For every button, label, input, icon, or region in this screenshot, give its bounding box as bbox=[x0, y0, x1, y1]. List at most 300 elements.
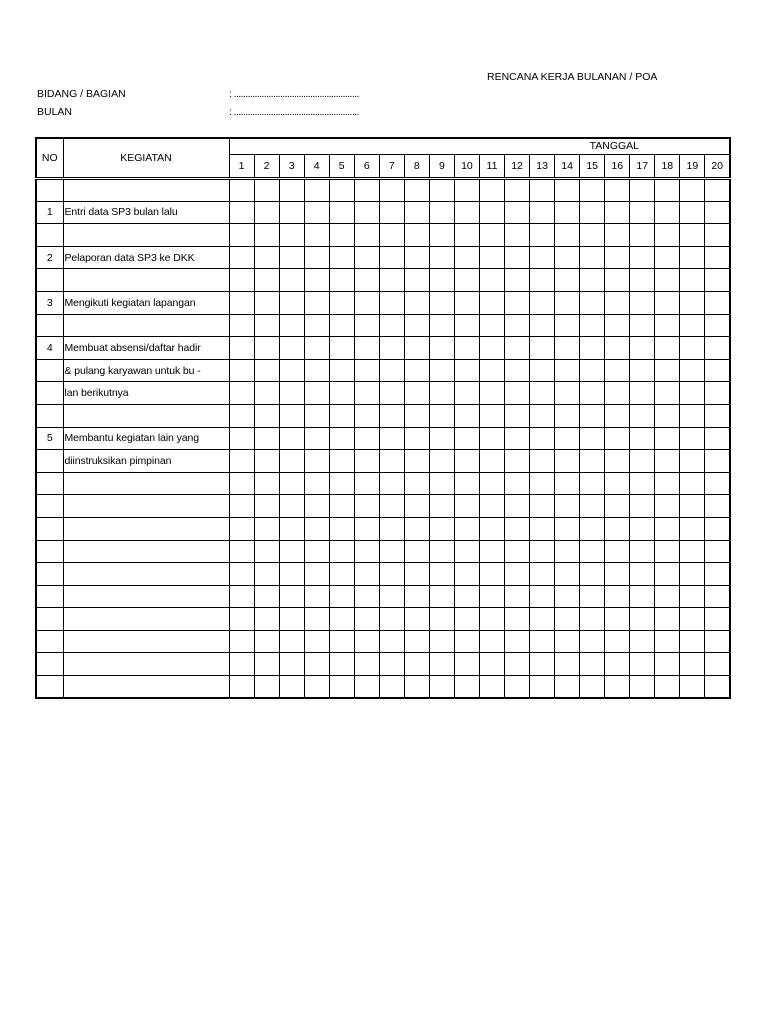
day-cell bbox=[655, 427, 680, 450]
day-cell bbox=[479, 382, 504, 405]
row-number bbox=[36, 269, 63, 292]
day-cell bbox=[630, 291, 655, 314]
day-cell bbox=[505, 179, 530, 202]
day-cell bbox=[354, 472, 379, 495]
day-cell bbox=[630, 517, 655, 540]
day-cell bbox=[580, 585, 605, 608]
row-kegiatan: lan berikutnya bbox=[63, 382, 229, 405]
day-cell bbox=[329, 630, 354, 653]
table-row bbox=[36, 517, 730, 540]
day-cell bbox=[680, 608, 705, 631]
day-cell bbox=[379, 427, 404, 450]
day-cell bbox=[354, 269, 379, 292]
day-cell bbox=[680, 585, 705, 608]
day-cell bbox=[555, 201, 580, 224]
day-cell bbox=[254, 359, 279, 382]
day-cell bbox=[429, 269, 454, 292]
day-cell bbox=[605, 472, 630, 495]
day-cell bbox=[505, 630, 530, 653]
row-number bbox=[36, 472, 63, 495]
day-cell bbox=[555, 427, 580, 450]
day-cell bbox=[505, 404, 530, 427]
day-cell bbox=[379, 676, 404, 699]
day-cell bbox=[605, 540, 630, 563]
day-header: 6 bbox=[354, 155, 379, 179]
day-cell bbox=[479, 359, 504, 382]
day-cell bbox=[329, 224, 354, 247]
day-cell bbox=[555, 404, 580, 427]
row-kegiatan bbox=[63, 540, 229, 563]
day-cell bbox=[454, 495, 479, 518]
day-cell bbox=[605, 630, 630, 653]
day-cell bbox=[454, 314, 479, 337]
day-cell bbox=[304, 563, 329, 586]
day-cell bbox=[279, 585, 304, 608]
day-cell bbox=[605, 224, 630, 247]
day-cell bbox=[705, 630, 730, 653]
day-cell bbox=[304, 291, 329, 314]
day-cell bbox=[279, 314, 304, 337]
day-cell bbox=[254, 382, 279, 405]
day-cell bbox=[254, 495, 279, 518]
day-cell bbox=[655, 291, 680, 314]
row-kegiatan bbox=[63, 653, 229, 676]
day-cell bbox=[555, 495, 580, 518]
day-cell bbox=[555, 291, 580, 314]
day-cell bbox=[429, 337, 454, 360]
day-cell bbox=[605, 291, 630, 314]
day-cell bbox=[379, 291, 404, 314]
day-cell bbox=[680, 540, 705, 563]
day-cell bbox=[229, 224, 254, 247]
day-cell bbox=[354, 608, 379, 631]
day-cell bbox=[304, 540, 329, 563]
day-cell bbox=[329, 269, 354, 292]
day-cell bbox=[479, 450, 504, 473]
day-cell bbox=[279, 676, 304, 699]
row-kegiatan bbox=[63, 314, 229, 337]
day-cell bbox=[680, 450, 705, 473]
row-number bbox=[36, 653, 63, 676]
day-cell bbox=[229, 585, 254, 608]
day-cell bbox=[680, 630, 705, 653]
day-cell bbox=[705, 269, 730, 292]
day-cell bbox=[379, 450, 404, 473]
day-cell bbox=[630, 450, 655, 473]
day-cell bbox=[605, 201, 630, 224]
day-cell bbox=[304, 337, 329, 360]
row-kegiatan bbox=[63, 224, 229, 247]
day-cell bbox=[680, 291, 705, 314]
day-cell bbox=[630, 269, 655, 292]
day-cell bbox=[354, 201, 379, 224]
row-kegiatan: Pelaporan data SP3 ke DKK bbox=[63, 246, 229, 269]
day-cell bbox=[555, 224, 580, 247]
day-cell bbox=[329, 540, 354, 563]
day-cell bbox=[555, 608, 580, 631]
row-number bbox=[36, 359, 63, 382]
day-cell bbox=[505, 450, 530, 473]
day-cell bbox=[479, 653, 504, 676]
table-row bbox=[36, 269, 730, 292]
day-cell bbox=[479, 608, 504, 631]
row-number bbox=[36, 404, 63, 427]
day-cell bbox=[404, 246, 429, 269]
row-kegiatan bbox=[63, 179, 229, 202]
day-cell bbox=[454, 224, 479, 247]
day-cell bbox=[329, 450, 354, 473]
day-cell bbox=[379, 404, 404, 427]
day-cell bbox=[279, 337, 304, 360]
day-cell bbox=[705, 314, 730, 337]
day-cell bbox=[404, 585, 429, 608]
day-cell bbox=[329, 337, 354, 360]
table-row bbox=[36, 246, 730, 269]
day-cell bbox=[279, 382, 304, 405]
day-cell bbox=[605, 337, 630, 360]
day-cell bbox=[479, 291, 504, 314]
day-cell bbox=[329, 585, 354, 608]
day-cell bbox=[404, 359, 429, 382]
day-cell bbox=[505, 585, 530, 608]
row-kegiatan bbox=[63, 676, 229, 699]
day-cell bbox=[454, 427, 479, 450]
day-cell bbox=[479, 517, 504, 540]
day-cell bbox=[530, 427, 555, 450]
day-cell bbox=[229, 314, 254, 337]
day-cell bbox=[254, 517, 279, 540]
day-cell bbox=[329, 427, 354, 450]
day-cell bbox=[404, 472, 429, 495]
day-cell bbox=[454, 291, 479, 314]
row-number bbox=[36, 450, 63, 473]
day-cell bbox=[454, 246, 479, 269]
day-cell bbox=[655, 269, 680, 292]
row-number: 4 bbox=[36, 337, 63, 360]
day-cell bbox=[580, 246, 605, 269]
day-cell bbox=[429, 427, 454, 450]
day-header: 20 bbox=[705, 155, 730, 179]
day-cell bbox=[655, 359, 680, 382]
day-cell bbox=[404, 540, 429, 563]
day-cell bbox=[404, 517, 429, 540]
table-row bbox=[36, 585, 730, 608]
day-cell bbox=[354, 585, 379, 608]
day-cell bbox=[479, 676, 504, 699]
day-cell bbox=[254, 450, 279, 473]
day-cell bbox=[655, 224, 680, 247]
row-number bbox=[36, 517, 63, 540]
day-cell bbox=[580, 359, 605, 382]
day-cell bbox=[630, 676, 655, 699]
day-cell bbox=[354, 427, 379, 450]
day-cell bbox=[254, 427, 279, 450]
day-cell bbox=[630, 337, 655, 360]
day-cell bbox=[630, 585, 655, 608]
row-kegiatan bbox=[63, 630, 229, 653]
day-cell bbox=[605, 517, 630, 540]
day-cell bbox=[329, 246, 354, 269]
day-cell bbox=[505, 540, 530, 563]
day-cell bbox=[304, 517, 329, 540]
day-cell bbox=[329, 382, 354, 405]
day-cell bbox=[580, 224, 605, 247]
day-cell bbox=[379, 563, 404, 586]
day-cell bbox=[580, 450, 605, 473]
row-number bbox=[36, 676, 63, 699]
day-cell bbox=[605, 179, 630, 202]
day-cell bbox=[705, 224, 730, 247]
day-cell bbox=[254, 179, 279, 202]
day-cell bbox=[530, 517, 555, 540]
day-cell bbox=[580, 337, 605, 360]
day-cell bbox=[379, 653, 404, 676]
day-header: 14 bbox=[555, 155, 580, 179]
day-cell bbox=[505, 472, 530, 495]
day-cell bbox=[705, 563, 730, 586]
day-cell bbox=[505, 314, 530, 337]
day-cell bbox=[379, 540, 404, 563]
day-cell bbox=[279, 540, 304, 563]
day-cell bbox=[479, 630, 504, 653]
field-bulan-value: : ...................................................... bbox=[229, 106, 359, 118]
day-cell bbox=[580, 269, 605, 292]
day-cell bbox=[354, 179, 379, 202]
day-cell bbox=[580, 201, 605, 224]
day-cell bbox=[304, 472, 329, 495]
day-cell bbox=[304, 495, 329, 518]
day-header: 7 bbox=[379, 155, 404, 179]
day-cell bbox=[379, 359, 404, 382]
day-cell bbox=[479, 201, 504, 224]
day-cell bbox=[229, 653, 254, 676]
day-cell bbox=[680, 404, 705, 427]
table-row bbox=[36, 314, 730, 337]
day-cell bbox=[630, 179, 655, 202]
day-cell bbox=[354, 630, 379, 653]
table-row bbox=[36, 179, 730, 202]
day-cell bbox=[329, 201, 354, 224]
day-cell bbox=[580, 314, 605, 337]
day-cell bbox=[229, 495, 254, 518]
day-cell bbox=[279, 495, 304, 518]
day-cell bbox=[229, 269, 254, 292]
day-cell bbox=[329, 291, 354, 314]
day-cell bbox=[404, 269, 429, 292]
row-kegiatan: Mengikuti kegiatan lapangan bbox=[63, 291, 229, 314]
row-kegiatan bbox=[63, 495, 229, 518]
row-number: 2 bbox=[36, 246, 63, 269]
day-cell bbox=[530, 382, 555, 405]
table-row bbox=[36, 291, 730, 314]
day-cell bbox=[229, 540, 254, 563]
day-cell bbox=[254, 404, 279, 427]
day-cell bbox=[680, 382, 705, 405]
day-header: 9 bbox=[429, 155, 454, 179]
day-header: 5 bbox=[329, 155, 354, 179]
day-header: 10 bbox=[454, 155, 479, 179]
day-cell bbox=[505, 201, 530, 224]
day-cell bbox=[479, 179, 504, 202]
day-cell bbox=[505, 427, 530, 450]
day-cell bbox=[279, 517, 304, 540]
day-cell bbox=[605, 653, 630, 676]
day-cell bbox=[304, 630, 329, 653]
day-cell bbox=[429, 450, 454, 473]
day-cell bbox=[705, 676, 730, 699]
day-cell bbox=[354, 676, 379, 699]
day-cell bbox=[454, 382, 479, 405]
day-cell bbox=[304, 404, 329, 427]
day-cell bbox=[304, 608, 329, 631]
row-number: 5 bbox=[36, 427, 63, 450]
day-cell bbox=[379, 382, 404, 405]
day-header: 12 bbox=[505, 155, 530, 179]
day-cell bbox=[479, 404, 504, 427]
day-cell bbox=[630, 314, 655, 337]
table-row bbox=[36, 653, 730, 676]
day-cell bbox=[279, 269, 304, 292]
day-cell bbox=[229, 472, 254, 495]
day-cell bbox=[680, 495, 705, 518]
day-cell bbox=[630, 630, 655, 653]
day-cell bbox=[580, 517, 605, 540]
day-cell bbox=[379, 246, 404, 269]
day-cell bbox=[479, 314, 504, 337]
day-cell bbox=[304, 382, 329, 405]
day-cell bbox=[705, 337, 730, 360]
day-cell bbox=[530, 540, 555, 563]
day-cell bbox=[304, 359, 329, 382]
day-cell bbox=[429, 404, 454, 427]
day-cell bbox=[530, 563, 555, 586]
day-cell bbox=[505, 517, 530, 540]
field-bidang-label: BIDANG / BAGIAN bbox=[37, 88, 126, 100]
day-cell bbox=[354, 517, 379, 540]
day-header: 17 bbox=[630, 155, 655, 179]
day-cell bbox=[555, 246, 580, 269]
day-cell bbox=[329, 359, 354, 382]
table-row bbox=[36, 540, 730, 563]
day-cell bbox=[705, 472, 730, 495]
table-row bbox=[36, 404, 730, 427]
day-cell bbox=[229, 382, 254, 405]
day-cell bbox=[404, 653, 429, 676]
day-cell bbox=[354, 653, 379, 676]
day-cell bbox=[429, 563, 454, 586]
day-cell bbox=[680, 676, 705, 699]
day-cell bbox=[454, 472, 479, 495]
day-cell bbox=[655, 653, 680, 676]
day-header: 11 bbox=[479, 155, 504, 179]
day-cell bbox=[254, 653, 279, 676]
table-row bbox=[36, 201, 730, 224]
day-cell bbox=[429, 495, 454, 518]
row-kegiatan: Entri data SP3 bulan lalu bbox=[63, 201, 229, 224]
day-cell bbox=[329, 314, 354, 337]
day-cell bbox=[229, 291, 254, 314]
day-header: 1 bbox=[229, 155, 254, 179]
day-cell bbox=[429, 359, 454, 382]
day-cell bbox=[229, 337, 254, 360]
day-cell bbox=[705, 404, 730, 427]
day-cell bbox=[429, 676, 454, 699]
day-cell bbox=[454, 540, 479, 563]
day-cell bbox=[630, 201, 655, 224]
day-cell bbox=[304, 450, 329, 473]
day-header: 18 bbox=[655, 155, 680, 179]
day-cell bbox=[354, 404, 379, 427]
day-cell bbox=[429, 608, 454, 631]
row-number bbox=[36, 630, 63, 653]
day-cell bbox=[254, 676, 279, 699]
day-cell bbox=[379, 224, 404, 247]
day-cell bbox=[680, 653, 705, 676]
header-kegiatan: KEGIATAN bbox=[63, 138, 229, 179]
day-cell bbox=[680, 201, 705, 224]
day-cell bbox=[680, 269, 705, 292]
day-cell bbox=[379, 472, 404, 495]
day-cell bbox=[379, 201, 404, 224]
day-cell bbox=[229, 676, 254, 699]
day-cell bbox=[354, 359, 379, 382]
day-cell bbox=[479, 224, 504, 247]
day-cell bbox=[429, 517, 454, 540]
day-cell bbox=[655, 314, 680, 337]
table-row bbox=[36, 495, 730, 518]
day-cell bbox=[580, 676, 605, 699]
day-cell bbox=[254, 337, 279, 360]
table-row bbox=[36, 608, 730, 631]
day-cell bbox=[379, 269, 404, 292]
day-cell bbox=[655, 201, 680, 224]
day-cell bbox=[580, 291, 605, 314]
day-cell bbox=[530, 201, 555, 224]
day-cell bbox=[505, 337, 530, 360]
day-cell bbox=[254, 291, 279, 314]
day-cell bbox=[454, 585, 479, 608]
day-cell bbox=[605, 314, 630, 337]
day-cell bbox=[379, 179, 404, 202]
day-header: 4 bbox=[304, 155, 329, 179]
day-cell bbox=[454, 630, 479, 653]
day-cell bbox=[630, 608, 655, 631]
day-cell bbox=[329, 495, 354, 518]
row-number bbox=[36, 224, 63, 247]
day-cell bbox=[655, 630, 680, 653]
day-cell bbox=[404, 314, 429, 337]
day-cell bbox=[580, 495, 605, 518]
day-cell bbox=[454, 676, 479, 699]
day-cell bbox=[479, 246, 504, 269]
day-cell bbox=[404, 563, 429, 586]
day-cell bbox=[454, 201, 479, 224]
day-cell bbox=[505, 495, 530, 518]
table-row bbox=[36, 450, 730, 473]
day-header: 16 bbox=[605, 155, 630, 179]
day-cell bbox=[655, 404, 680, 427]
header-no: NO bbox=[36, 138, 63, 179]
day-cell bbox=[429, 246, 454, 269]
day-cell bbox=[254, 246, 279, 269]
day-cell bbox=[605, 359, 630, 382]
row-kegiatan: Membantu kegiatan lain yang bbox=[63, 427, 229, 450]
day-cell bbox=[680, 427, 705, 450]
day-cell bbox=[655, 450, 680, 473]
day-cell bbox=[404, 676, 429, 699]
day-cell bbox=[605, 450, 630, 473]
day-cell bbox=[229, 179, 254, 202]
